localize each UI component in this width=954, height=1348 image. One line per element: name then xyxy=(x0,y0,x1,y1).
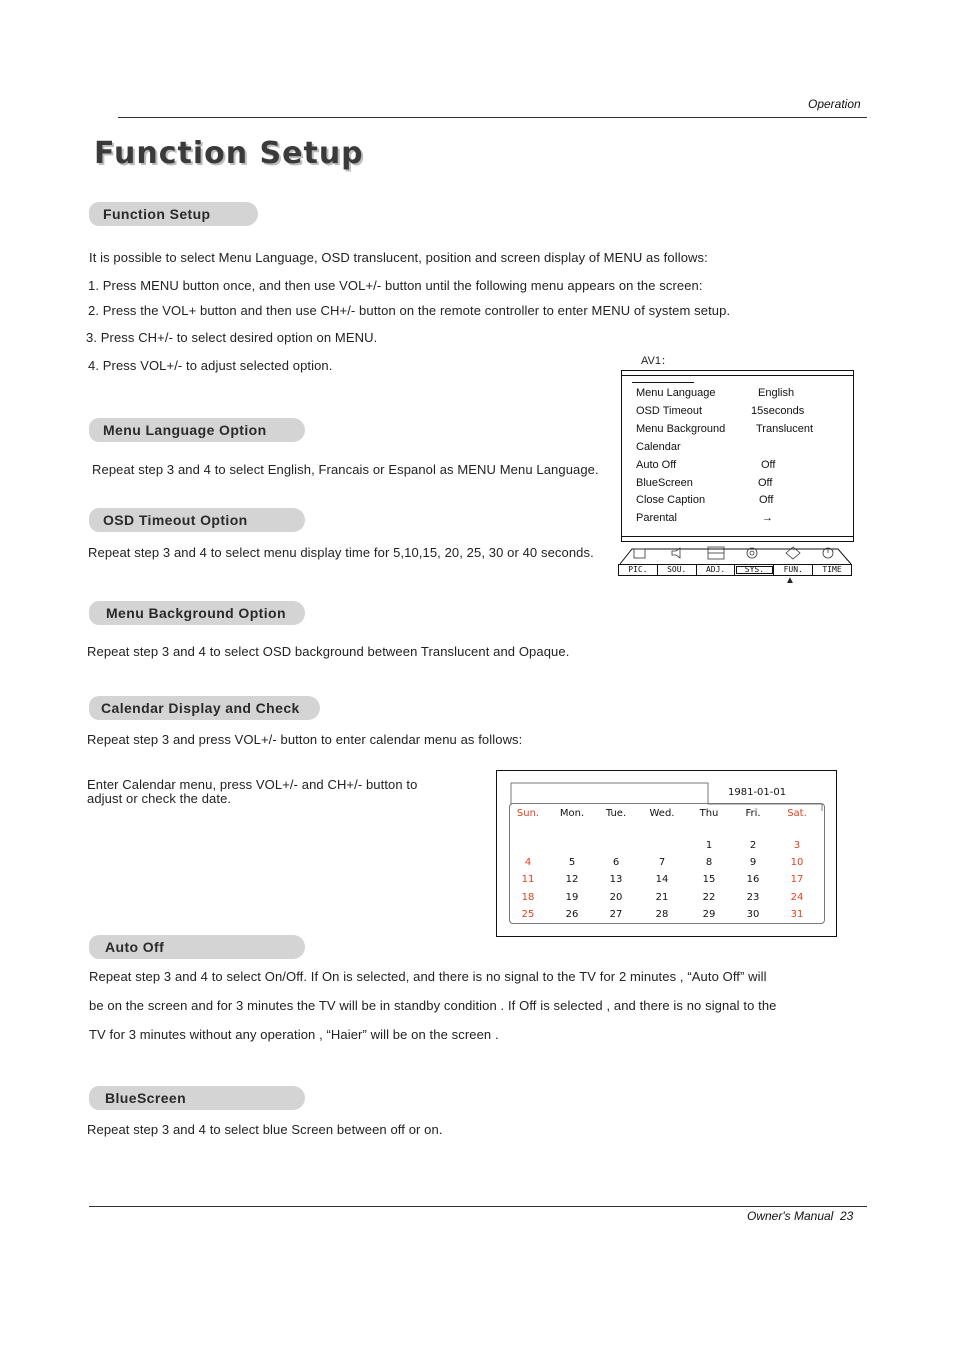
osd-row-value: Off xyxy=(761,459,776,471)
tab-adj: ADJ. xyxy=(697,565,736,575)
section-heading-function-setup: Function Setup xyxy=(89,202,258,226)
calendar-date-cell: 10 xyxy=(790,857,804,868)
calendar-day-header: Thu xyxy=(699,808,719,819)
running-header: Operation xyxy=(808,97,861,111)
calendar-date-cell: 21 xyxy=(655,892,669,903)
section-heading-osd-timeout: OSD Timeout Option xyxy=(89,508,305,532)
osd-menu xyxy=(621,370,854,542)
calendar-day-header: Sun. xyxy=(516,808,540,819)
calendar-day-header: Fri. xyxy=(745,808,761,819)
calendar-day-header: Wed. xyxy=(649,808,675,819)
osd-row-bluescreen xyxy=(636,477,773,489)
osd-row-label: BlueScreen xyxy=(636,477,693,489)
calendar-day-header: Sat. xyxy=(787,808,807,819)
osd-highlight-bar xyxy=(632,382,694,383)
osd-row-label: Calendar xyxy=(636,441,681,453)
osd-row-parental xyxy=(636,512,773,524)
auto-off-line-1: Repeat step 3 and 4 to select On/Off. If On is selected, and there is no signal to the TV for 2 minutes , “Auto Off” will xyxy=(89,969,767,984)
tab-sou: SOU. xyxy=(658,565,697,575)
calendar-date-cell: 6 xyxy=(612,857,620,868)
pointer-arrow-icon: ▲ xyxy=(785,575,795,586)
calendar-date-cell: 24 xyxy=(790,892,804,903)
calendar-date-cell: 26 xyxy=(565,909,579,920)
calendar-date-cell: 22 xyxy=(702,892,716,903)
calendar-date-cell: 15 xyxy=(702,874,716,885)
calendar-date-cell: 2 xyxy=(749,840,757,851)
osd-row-calendar xyxy=(636,441,681,453)
osd-row-label: OSD Timeout xyxy=(636,405,703,417)
calendar-date-cell: 4 xyxy=(524,857,532,868)
osd-row-value: Off xyxy=(759,494,774,506)
calendar-date-cell: 16 xyxy=(746,874,760,885)
osd-timeout-text: Repeat step 3 and 4 to select menu display time for 5,10,15, 20, 25, 30 or 40 seconds. xyxy=(88,545,594,560)
calendar-date-cell: 31 xyxy=(790,909,804,920)
step-2: 2. Press the VOL+ button and then use CH+/- button on the remote controller to enter MENU of system setup. xyxy=(88,303,731,318)
header-rule xyxy=(118,117,867,118)
calendar-note-text: Enter Calendar menu, press VOL+/- and CH+/- button to adjust or check the date. xyxy=(87,777,418,806)
osd-row-label: Close Caption xyxy=(636,494,706,506)
section-heading-calendar: Calendar Display and Check xyxy=(89,696,320,720)
osd-row-menu-language xyxy=(636,387,795,399)
page-title: Function Setup xyxy=(94,136,364,171)
calendar-date-cell: 8 xyxy=(705,857,713,868)
osd-tab-bar xyxy=(618,564,852,576)
calendar-date-cell: 14 xyxy=(655,874,669,885)
calendar-date-cell: 7 xyxy=(658,857,666,868)
osd-top-border xyxy=(622,375,853,376)
bluescreen-text: Repeat step 3 and 4 to select blue Screen between off or on. xyxy=(87,1122,443,1137)
calendar-day-header: Mon. xyxy=(559,808,585,819)
footer-rule xyxy=(89,1206,867,1207)
osd-row-label: Menu Language xyxy=(636,387,716,399)
calendar-day-header: Tue. xyxy=(605,808,627,819)
menu-background-text: Repeat step 3 and 4 to select OSD background between Translucent and Opaque. xyxy=(87,644,570,659)
auto-off-line-2: be on the screen and for 3 minutes the TV will be in standby condition . If Off is selected , and there is no signal to the xyxy=(89,998,777,1013)
osd-row-auto-off xyxy=(636,459,776,471)
calendar-date-cell: 5 xyxy=(568,857,576,868)
section-heading-auto-off: Auto Off xyxy=(89,935,305,959)
auto-off-line-3: TV for 3 minutes without any operation , “Haier” will be on the screen . xyxy=(89,1027,499,1042)
menu-language-text: Repeat step 3 and 4 to select English, Francais or Espanol as MENU Menu Language. xyxy=(92,462,599,477)
osd-icon-strip xyxy=(618,544,854,566)
intro-text: It is possible to select Menu Language, OSD translucent, position and screen display of MENU as follows: xyxy=(89,250,708,265)
calendar-date-cell: 20 xyxy=(609,892,623,903)
calendar-date-cell: 3 xyxy=(793,840,801,851)
step-1: 1. Press MENU button once, and then use VOL+/- button until the following menu appears on the screen: xyxy=(88,278,703,293)
calendar-date-cell: 12 xyxy=(565,874,579,885)
footer-text: Owner's Manual 23 xyxy=(747,1209,854,1223)
picture-icon xyxy=(634,549,645,558)
osd-row-value: English xyxy=(758,387,795,399)
calendar-date-cell: 25 xyxy=(521,909,535,920)
calendar-date-cell: 27 xyxy=(609,909,623,920)
osd-row-menu-background xyxy=(636,423,814,435)
osd-row-label: Menu Background xyxy=(636,423,726,435)
calendar-date-cell: 11 xyxy=(521,874,535,885)
calendar-date: 1981-01-01 xyxy=(728,787,787,798)
tab-pic: PIC. xyxy=(619,565,658,575)
calendar-intro-text: Repeat step 3 and press VOL+/- button to enter calendar menu as follows: xyxy=(87,732,523,747)
calendar-date-cell: 9 xyxy=(749,857,757,868)
calendar-date-cell: 18 xyxy=(521,892,535,903)
osd-row-value: → xyxy=(762,512,773,524)
osd-row-value: Translucent xyxy=(756,423,814,435)
calendar-widget xyxy=(496,770,837,937)
tab-sys: SYS. xyxy=(735,565,774,575)
tab-fun: FUN. xyxy=(774,565,813,575)
calendar-date-cell: 30 xyxy=(746,909,760,920)
calendar-date-cell: 13 xyxy=(609,874,623,885)
osd-row-value: 15seconds xyxy=(751,405,805,417)
step-3: 3. Press CH+/- to select desired option on MENU. xyxy=(86,330,378,345)
osd-row-label: Parental xyxy=(636,512,677,524)
calendar-date-cell: 17 xyxy=(790,874,804,885)
osd-row-close-caption xyxy=(636,494,774,506)
section-heading-bluescreen: BlueScreen xyxy=(89,1086,305,1110)
osd-row-value: Off xyxy=(758,477,773,489)
calendar-date-cell: 29 xyxy=(702,909,716,920)
calendar-date-cell: 1 xyxy=(705,840,713,851)
osd-bottom-border xyxy=(622,536,853,537)
calendar-grid xyxy=(497,771,838,938)
osd-row-label: Auto Off xyxy=(636,459,677,471)
tab-time: TIME xyxy=(822,565,842,574)
osd-row-osd-timeout xyxy=(636,405,805,417)
step-4: 4. Press VOL+/- to adjust selected option. xyxy=(88,358,333,373)
calendar-date-cell: 19 xyxy=(565,892,579,903)
section-heading-menu-language: Menu Language Option xyxy=(89,418,305,442)
osd-source-label: AV1： xyxy=(641,355,672,367)
section-heading-menu-background: Menu Background Option xyxy=(89,601,305,625)
calendar-date-cell: 23 xyxy=(746,892,760,903)
calendar-date-cell: 28 xyxy=(655,909,669,920)
